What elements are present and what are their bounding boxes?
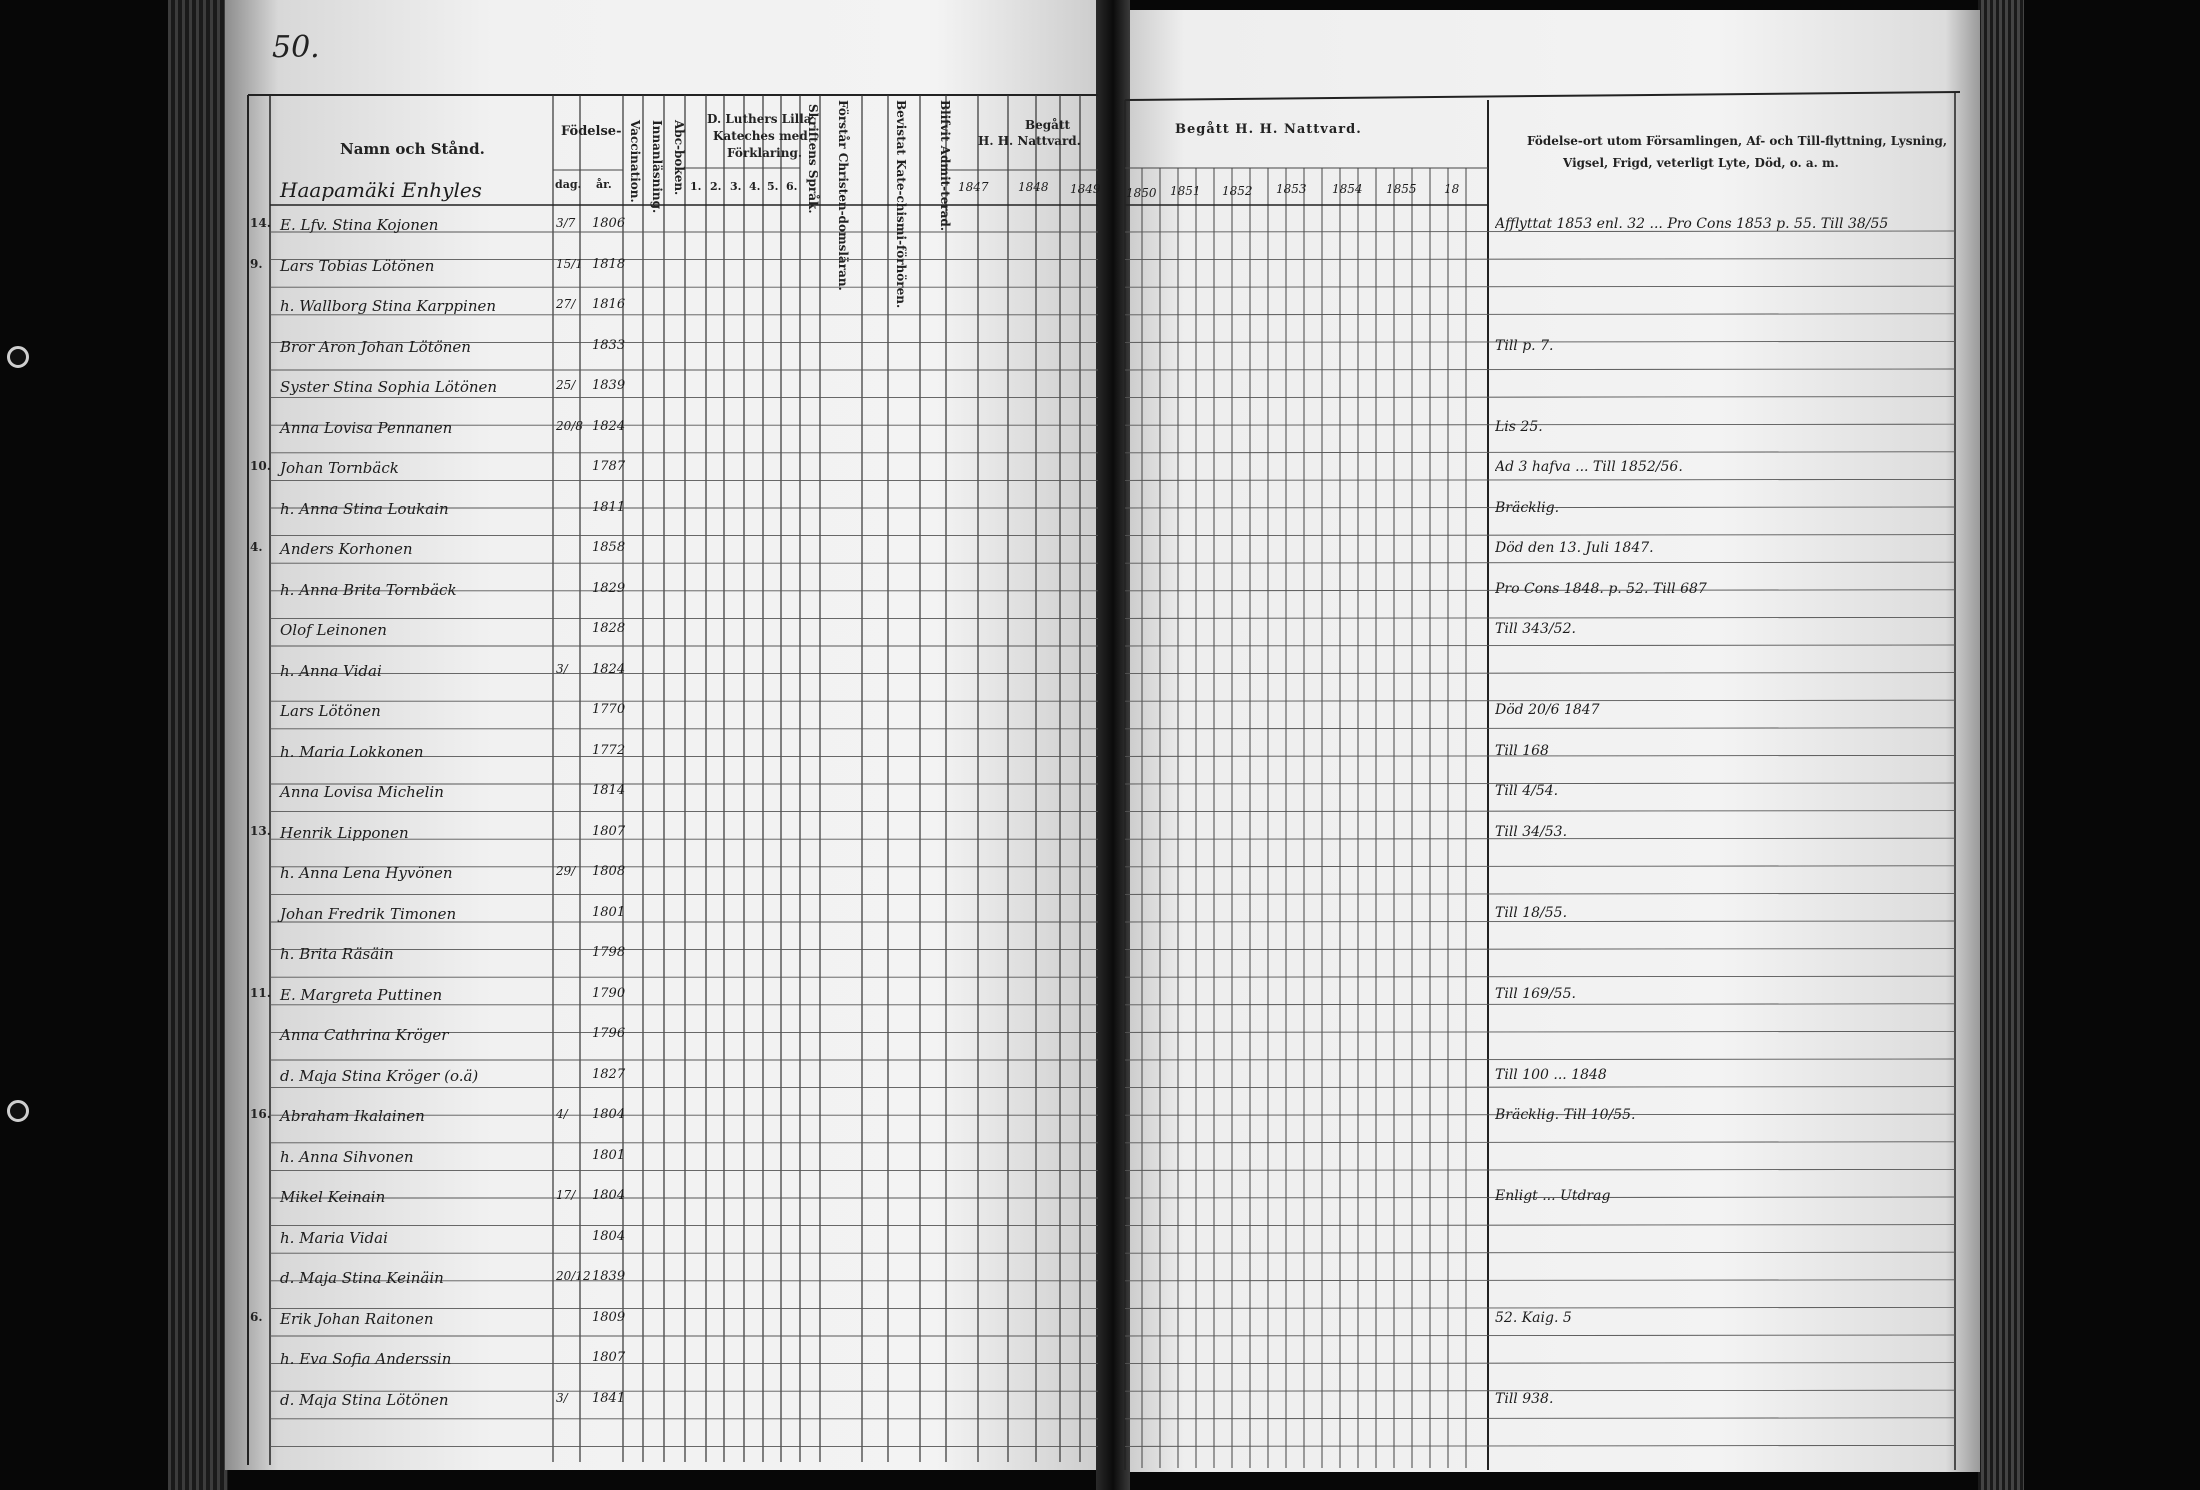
entry-remark: Till 343/52. (1495, 621, 1576, 637)
entry-name: h. Maria Vidai (280, 1228, 388, 1247)
entry-birth-year: 1816 (592, 297, 626, 312)
entry-name: h. Anna Stina Loukain (280, 499, 449, 518)
entry-name: h. Anna Vidai (280, 661, 382, 680)
entry-remark: Afflyttat 1853 enl. 32 ... Pro Cons 1853 p. 55. Till 38/55 (1495, 216, 1889, 232)
entry-birth-year: 1787 (592, 459, 626, 474)
header-birth-year: år. (596, 178, 612, 191)
year-1852: 1852 (1222, 184, 1253, 198)
entry-birth-year: 1804 (592, 1188, 626, 1203)
entry-name: d. Maja Stina Keinäin (280, 1269, 444, 1287)
entry-number: 9. (250, 256, 263, 271)
year-1855: 1855 (1386, 182, 1417, 196)
luther-part-5: 5. (767, 180, 779, 193)
entry-birth-day: 17/ (556, 1188, 576, 1202)
entry-birth-year: 1841 (592, 1390, 626, 1406)
header-remarks-1: Födelse-ort utom Församlingen, Af- och Till-flyttning, Lysning, (1527, 134, 1948, 148)
header-birth: Födelse- (561, 124, 622, 139)
entry-birth-year: 1818 (592, 256, 626, 272)
header-luther-3: Förklaring. (727, 146, 803, 160)
entry-remark: Till 938. (1495, 1390, 1554, 1407)
entry-name: E. Lfv. Stina Kojonen (280, 216, 439, 234)
year-1851: 1851 (1170, 184, 1201, 198)
header-skriftens-sprak: Skriftens Språk. (806, 104, 820, 214)
entry-name: Erik Johan Raitonen (280, 1309, 434, 1328)
entry-birth-year: 1814 (592, 783, 626, 798)
header-begatt-right: Begått H. H. Nattvard. (1175, 122, 1362, 137)
entry-name: h. Brita Räsäin (280, 945, 394, 963)
entry-birth-year: 1828 (592, 621, 626, 636)
entry-number: 11. (250, 985, 271, 1000)
entry-remark: Till 4/54. (1495, 783, 1559, 799)
entry-name: Lars Tobias Lötönen (280, 256, 435, 275)
entry-birth-day: 27/ (556, 297, 576, 311)
entry-birth-year: 1839 (592, 378, 626, 393)
year-1850: 1850 (1126, 186, 1157, 200)
entry-remark: Till 34/53. (1495, 823, 1568, 840)
header-abc-boken: Abc-boken. (672, 120, 686, 196)
entry-name: Mikel Keinain (280, 1188, 386, 1206)
entry-birth-year: 1839 (592, 1269, 626, 1284)
entry-name: h. Anna Brita Tornbäck (280, 580, 457, 599)
entry-birth-year: 1807 (592, 823, 626, 839)
year-1848: 1848 (1018, 180, 1049, 194)
entry-remark: 52. Kaig. 5 (1495, 1309, 1572, 1326)
year-1849: 1849 (1070, 182, 1101, 196)
entry-birth-year: 1833 (592, 337, 626, 353)
entry-remark: Till 100 ... 1848 (1495, 1066, 1607, 1083)
entry-remark: Till 18/55. (1495, 904, 1568, 921)
entry-birth-year: 1824 (592, 418, 626, 434)
entry-birth-year: 1809 (592, 1309, 626, 1325)
header-remarks-2: Vigsel, Frigd, veterligt Lyte, Död, o. a. m. (1563, 156, 1839, 170)
luther-part-2: 2. (710, 180, 722, 193)
entry-name: Syster Stina Sophia Lötönen (280, 378, 498, 396)
entry-name: Olof Leinonen (280, 621, 387, 639)
entry-name: Johan Tornbäck (280, 459, 399, 477)
header-birth-day: dag. (555, 178, 582, 191)
entry-birth-year: 1829 (592, 580, 626, 596)
entry-birth-day: 20/12 (556, 1269, 591, 1283)
entry-birth-day: 29/ (556, 864, 576, 878)
entry-name: Abraham Ikalainen (280, 1107, 425, 1125)
entry-name: d. Maja Stina Kröger (o.ä) (280, 1066, 479, 1085)
luther-part-4: 4. (749, 180, 761, 193)
entry-birth-day: 3/7 (556, 216, 576, 230)
entry-name: Anna Lovisa Pennanen (280, 418, 453, 437)
header-vaccination: Vaccination. (628, 120, 642, 203)
entry-birth-day: 15/1 (556, 256, 583, 271)
entry-birth-year: 1770 (592, 702, 626, 717)
entry-remark: Pro Cons 1848. p. 52. Till 687 (1495, 580, 1707, 597)
year-1853: 1853 (1276, 182, 1307, 196)
entry-name: Anders Korhonen (280, 540, 413, 558)
entry-birth-day: 25/ (556, 378, 576, 392)
entry-number: 14. (250, 216, 271, 230)
entry-birth-year: 1798 (592, 945, 626, 960)
header-innanlasning: Innanläsning. (650, 120, 664, 214)
luther-part-6: 6. (786, 180, 798, 193)
entry-birth-year: 1806 (592, 216, 626, 231)
entry-name: h. Wallborg Stina Karppinen (280, 297, 497, 315)
entry-number: 4. (250, 540, 263, 554)
entry-birth-year: 1804 (592, 1107, 626, 1122)
entry-birth-year: 1808 (592, 864, 626, 879)
entry-birth-year: 1772 (592, 742, 626, 758)
header-luther-2: Kateches med (713, 129, 808, 143)
header-blifvit-admitterad: Blifvit Admit-terad. (938, 100, 952, 231)
entry-birth-year: 1827 (592, 1066, 626, 1082)
entry-remark: Bräcklig. (1495, 499, 1560, 516)
entry-birth-year: 1807 (592, 1350, 626, 1365)
year-18: 18 (1444, 182, 1460, 196)
entry-name: Anna Lovisa Michelin (280, 783, 444, 801)
entry-remark: Död den 13. Juli 1847. (1495, 540, 1654, 556)
entry-number: 13. (250, 823, 271, 838)
entry-remark: Ad 3 hafva ... Till 1852/56. (1495, 459, 1683, 475)
entry-birth-day: 3/ (556, 661, 568, 676)
entry-birth-day: 20/8 (556, 418, 583, 433)
luther-part-3: 3. (730, 180, 742, 193)
header-bevistat-katechismiforhoren: Bevistat Kate-chismi-förhören. (894, 100, 908, 309)
village-heading: Haapamäki Enhyles (280, 178, 482, 202)
entry-number: 6. (250, 1309, 263, 1324)
entry-remark: Till 169/55. (1495, 985, 1576, 1002)
entry-name: h. Anna Sihvonen (280, 1147, 414, 1166)
entry-remark: Bräcklig. Till 10/55. (1495, 1107, 1636, 1123)
entry-remark: Till p. 7. (1495, 337, 1554, 354)
entry-birth-year: 1801 (592, 1147, 626, 1163)
entry-name: h. Anna Lena Hyvönen (280, 864, 453, 882)
header-forstar-christendomslaran: Förstår Christen-domsläran. (836, 100, 850, 291)
header-begatt-left-1: Begått (1025, 118, 1071, 132)
entry-remark: Lis 25. (1495, 418, 1543, 435)
entry-name: d. Maja Stina Lötönen (280, 1390, 449, 1409)
entry-number: 10. (250, 459, 271, 473)
entry-name: Henrik Lipponen (280, 823, 409, 842)
entry-birth-year: 1790 (592, 985, 626, 1001)
entry-name: Anna Cathrina Kröger (280, 1026, 449, 1044)
entry-name: Bror Aron Johan Lötönen (280, 337, 471, 356)
entry-name: Lars Lötönen (280, 702, 381, 720)
luther-part-1: 1. (690, 180, 702, 193)
entry-birth-day: 3/ (556, 1390, 568, 1405)
entry-birth-year: 1796 (592, 1026, 626, 1041)
entry-birth-day: 4/ (556, 1107, 568, 1121)
entry-name: h. Maria Lokkonen (280, 742, 424, 761)
year-1847: 1847 (958, 180, 989, 194)
header-luther-1: D. Luthers Lilla (707, 112, 812, 126)
entry-birth-year: 1824 (592, 661, 626, 677)
entry-remark: Enligt ... Utdrag (1495, 1188, 1611, 1204)
entry-name: E. Margreta Puttinen (280, 985, 443, 1004)
entry-birth-year: 1801 (592, 904, 626, 920)
entry-birth-year: 1858 (592, 540, 626, 555)
entry-birth-year: 1811 (592, 499, 626, 515)
entry-remark: Död 20/6 1847 (1495, 702, 1600, 718)
header-name-column: Namn och Stånd. (340, 140, 485, 158)
entry-name: h. Eva Sofia Anderssin (280, 1350, 452, 1368)
entry-name: Johan Fredrik Timonen (280, 904, 457, 923)
entry-birth-year: 1804 (592, 1228, 626, 1244)
page-number: 50. (272, 30, 320, 65)
entry-number: 16. (250, 1107, 271, 1121)
year-1854: 1854 (1332, 182, 1363, 196)
header-begatt-left-2: H. H. Nattvard. (978, 134, 1081, 148)
entry-remark: Till 168 (1495, 742, 1549, 759)
